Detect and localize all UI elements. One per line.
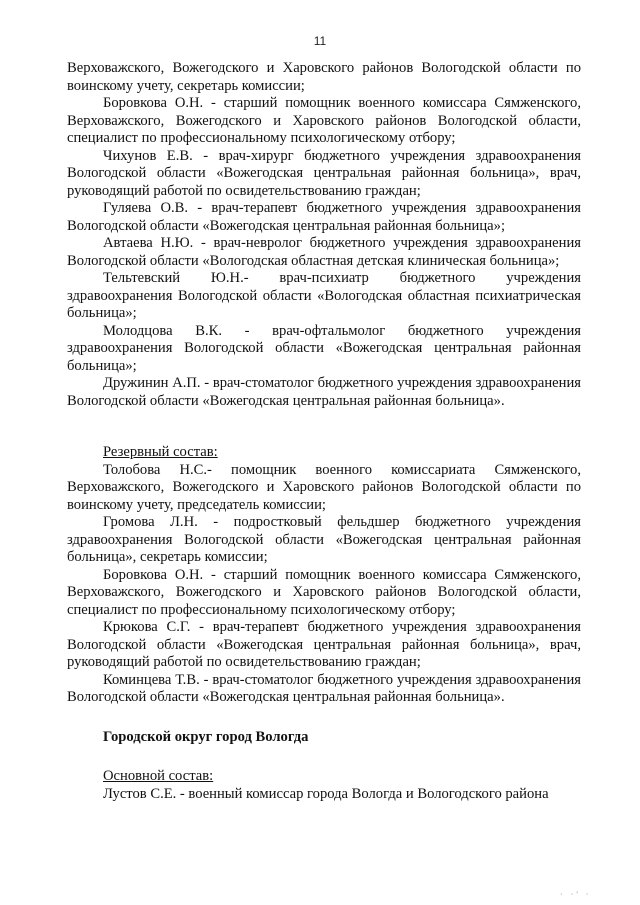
- paragraph-member-molodtsova: Молодцова В.К. - врач-офтальмолог бюджетного учреждения здравоохранения Вологодской области «Вожегодская центральная районная больница»;: [67, 322, 581, 374]
- page-number: 11: [313, 34, 327, 48]
- spacer: [67, 410, 581, 444]
- document-body: [67, 60, 581, 803]
- paragraph-member-lustov: Лустов С.Е. - военный комиссар города Вологда и Вологодского района: [103, 785, 549, 802]
- spacer: [67, 707, 581, 729]
- paragraph-reserve-borovkova: Боровкова О.Н. - старший помощник военного комиссара Сямженского, Верховажского, Вожегодского и Харовского районов Вологодской области, специалист по профессиональному психологическому отбору;: [67, 566, 581, 618]
- main-composition-heading: Основной состав:: [103, 768, 214, 784]
- paragraph-reserve-komintseva: Коминцева Т.В. - врач-стоматолог бюджетного учреждения здравоохранения Вологодской области «Вожегодская центральная районная больница».: [67, 671, 581, 705]
- section-title-vologda: Городской округ город Вологда: [103, 728, 309, 745]
- paragraph-member-druzhinin: Дружинин А.П. - врач-стоматолог бюджетного учреждения здравоохранения Вологодской области «Вожегодская центральная районная больница».: [67, 375, 581, 409]
- paragraph-reserve-tolobova: Толобова Н.С.- помощник военного комиссариата Сямженского, Верховажского, Вожегодского и Харовского районов Вологодской области по воинскому учету, председатель комиссии;: [67, 461, 581, 513]
- scan-artifact: · ·' ·: [560, 890, 592, 899]
- paragraph-member-gulyaeva: Гуляева О.В. - врач-терапевт бюджетного учреждения здравоохранения Вологодской области «Вожегодская центральная районная больница»;: [67, 200, 581, 234]
- paragraph-member-chikhunov: Чихунов Е.В. - врач-хирург бюджетного учреждения здравоохранения Вологодской области «Вожегодская центральная районная больница», врач, руководящий работой по освидетельствованию граждан;: [67, 147, 581, 199]
- paragraph-member-borovkova: Боровкова О.Н. - старший помощник военного комиссара Сямженского, Верховажского, Вожегодского и Харовского районов Вологодской области, специалист по профессиональному психологическому отбору;: [67, 95, 581, 146]
- paragraph-reserve-kryukova: Крюкова С.Г. - врач-терапевт бюджетного учреждения здравоохранения Вологодской области «Вожегодская центральная районная больница», врач, руководящий работой по освидетельствованию граждан;: [67, 619, 581, 670]
- paragraph-member-avtaeva: Автаева Н.Ю. - врач-невролог бюджетного учреждения здравоохранения Вологодской области «Вологодская областная детская клиническая больница»;: [67, 235, 581, 269]
- spacer: [67, 746, 581, 768]
- paragraph-member-teltevsky: Тельтевский Ю.Н.- врач-психиатр бюджетного учреждения здравоохранения Вологодской области «Вологодская областная психиатрическая больница»;: [67, 270, 581, 321]
- reserve-heading: Резервный состав:: [103, 444, 218, 460]
- paragraph-reserve-gromova: Громова Л.Н. - подростковый фельдшер бюджетного учреждения здравоохранения Вологодской области «Вожегодская центральная районная больница», секретарь комиссии;: [67, 514, 581, 565]
- paragraph-continued: Верховажского, Вожегодского и Харовского районов Вологодской области по воинскому учету, секретарь комиссии;: [67, 60, 581, 94]
